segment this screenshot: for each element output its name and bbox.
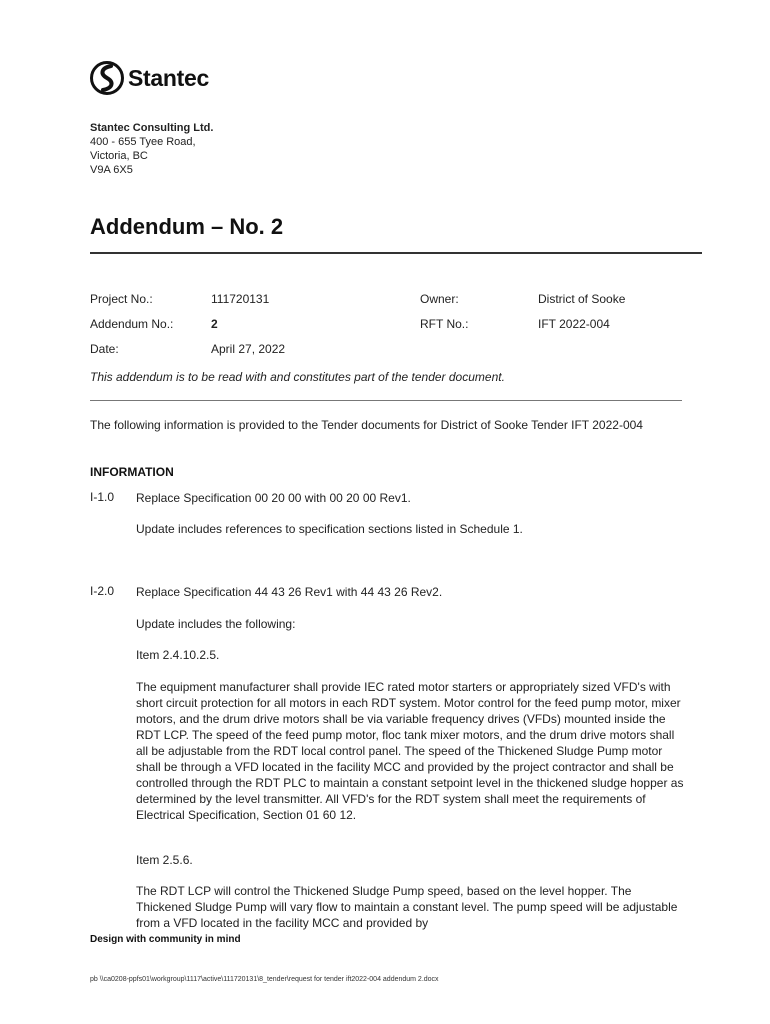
rft-value: IFT 2022-004 [538,317,610,331]
address-line-2: Victoria, BC [90,150,148,162]
address-line-1: 400 - 655 Tyee Road, [90,136,196,148]
item-text: Replace Specification 44 43 26 Rev1 with 44 43 26 Rev2. [136,585,443,599]
project-label: Project No.: [90,292,153,306]
date-label: Date: [90,342,119,356]
item-update: Update includes references to specification sections listed in Schedule 1. [136,522,523,536]
rft-label: RFT No.: [420,317,469,331]
item-number: I-2.0 [90,584,115,598]
sub-item-text: The equipment manufacturer shall provide IEC rated motor starters or appropriately sized VFD's with short circuit protection for all motors in each RDT system. Motor control for the feed pump motor, mixer motors, and the drum drive motors shall be via variable frequency drives (VFDs) mounted inside the RDT LCP. The speed of the feed pump motor, floc tank mixer motors, and the drum drive motors shall all be adjustable from the RDT local control panel. The speed of the Thickened Sludge Pump motor shall be through a VFD located in the facility MCC and provided by the project contractor and shall be controlled through the RDT PLC to maintain a constant setpoint level in the thickened sludge hopper as determined by the level transmitter. All VFD's for the RDT system shall meet the requirements of Electrical Specification, Section 01 60 12. [136,680,684,822]
section-heading: INFORMATION [90,465,174,479]
project-value: 111720131 [211,292,270,306]
item-text: Replace Specification 00 20 00 with 00 20 00 Rev1. [136,491,411,505]
company-address [90,121,213,177]
sub-item-text: The RDT LCP will control the Thickened Sludge Pump speed, based on the level hopper. The Thickened Sludge Pump will vary flow to maintain a constant level. The pump speed will be adjustable from a VFD located in the facility MCC and provided by [136,884,678,930]
item-update: Update includes the following: [136,617,296,631]
logo-text: Stantec [128,64,209,91]
document-title: Addendum – No. 2 [90,214,284,239]
date-value: April 27, 2022 [211,342,286,356]
note-rule [90,400,682,401]
intro-paragraph: The following information is provided to the Tender documents for District of Sooke Tender IFT 2022-004 [90,418,643,432]
addendum-label: Addendum No.: [90,317,174,331]
item-number: I-1.0 [90,490,115,504]
address-line-3: V9A 6X5 [90,164,133,176]
stantec-s-icon [90,60,124,96]
sub-item-label: Item 2.5.6. [136,853,193,867]
addendum-value: 2 [211,317,218,331]
company-name: Stantec Consulting Ltd. [90,122,214,134]
footer-tagline: Design with community in mind [90,934,241,945]
owner-label: Owner: [420,292,459,306]
owner-value: District of Sooke [538,292,626,306]
sub-item-label: Item 2.4.10.2.5. [136,648,220,662]
title-rule [90,252,702,254]
stantec-logo [90,60,209,96]
footer-file-path: pb \\ca0208-ppfs01\workgroup\1117\active\111720131\8_tender\request for tender ift2022-004 addendum 2.docx [90,976,439,983]
addendum-note: This addendum is to be read with and constitutes part of the tender document. [90,370,505,384]
